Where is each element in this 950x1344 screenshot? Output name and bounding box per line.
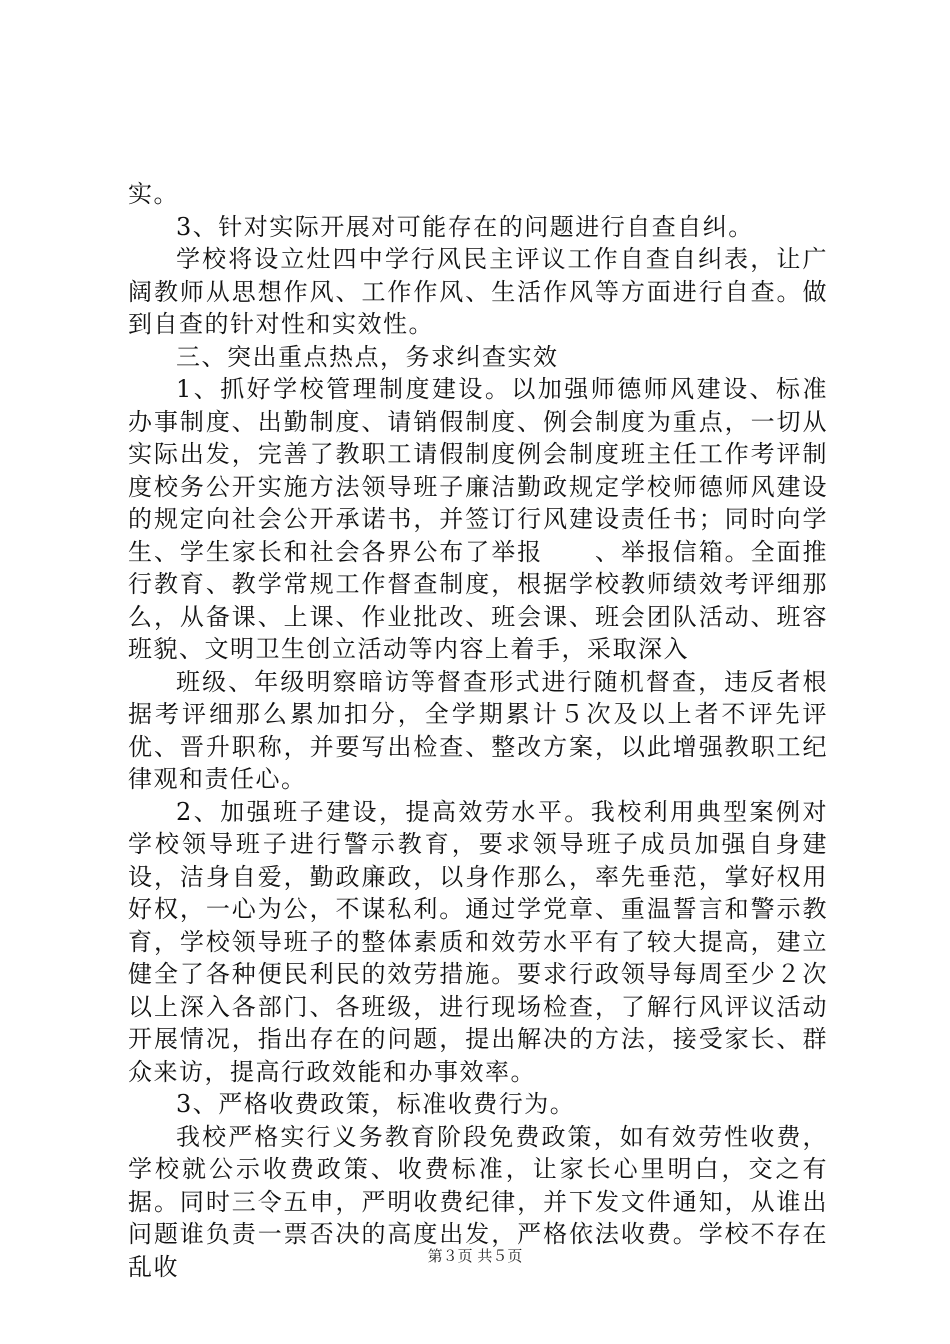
paragraph-1: 3、针对实际开展对可能存在的问题进行自查自纠。	[176, 212, 754, 241]
document-body	[128, 178, 828, 1283]
paragraph-5: 班级、年级明察暗访等督查形式进行随机督查，违反者根据考评细那么累加扣分，全学期累计５次及以上者不评先评优、晋升职称，并要写出检查、整改方案，以此增强教职工纪律观和责任心。	[128, 667, 828, 793]
paragraph-6: 2、加强班子建设，提高效劳水平。我校利用典型案例对学校领导班子进行警示教育，要求领导班子成员加强自身建设，洁身自爱，勤政廉政，以身作那么，率先垂范，掌好权用好权，一心为公，不谋私利。通过学党章、重温誓言和警示教育，学校领导班子的整体素质和效劳水平有了较大提高，建立健全了各种便民利民的效劳措施。要求行政领导每周至少２次以上深入各部门、各班级，进行现场检查，了解行风评议活动开展情况，指出存在的问题，提出解决的方法，接受家长、群众来访，提高行政效能和办事效率。	[128, 797, 828, 1086]
paragraph-7: 3、严格收费政策，标准收费行为。	[176, 1090, 576, 1118]
page-number-footer: 第３页 共５页	[427, 1247, 523, 1265]
section-heading: 三、突出重点热点，务求纠查实效	[176, 342, 559, 371]
paragraph-4: 1、抓好学校管理制度建设。以加强师德师风建设、标准办事制度、出勤制度、请销假制度、例会制度为重点，一切从实际出发，完善了教职工请假制度例会制度班主任工作考评制度校务公开实施方法领导班子廉洁勤政规定学校师德师风建设的规定向社会公开承诺书，并签订行风建设责任书；同时向学生、学生家长和社会各界公布了举报 、举报信箱。全面推行教育、教学常规工作督查制度，根据学校教师绩效考评细那么，从备课、上课、作业批改、班会课、班会团队活动、班容班貌、文明卫生创立活动等内容上着手，采取深入	[128, 375, 828, 663]
paragraph-0: 实。	[128, 180, 179, 208]
paragraph-8: 我校严格实行义务教育阶段免费政策，如有效劳性收费，学校就公示收费政策、收费标准，让家长心里明白，交之有据。同时三令五申，严明收费纪律，并下发文件通知，从谁出问题谁负责一票否决的高度出发，严格依法收费。学校不存在乱收	[128, 1122, 828, 1281]
paragraph-2: 学校将设立灶四中学行风民主评议工作自查自纠表，让广阔教师从思想作风、工作作风、生活作风等方面进行自查。做到自查的针对性和实效性。	[128, 245, 828, 338]
